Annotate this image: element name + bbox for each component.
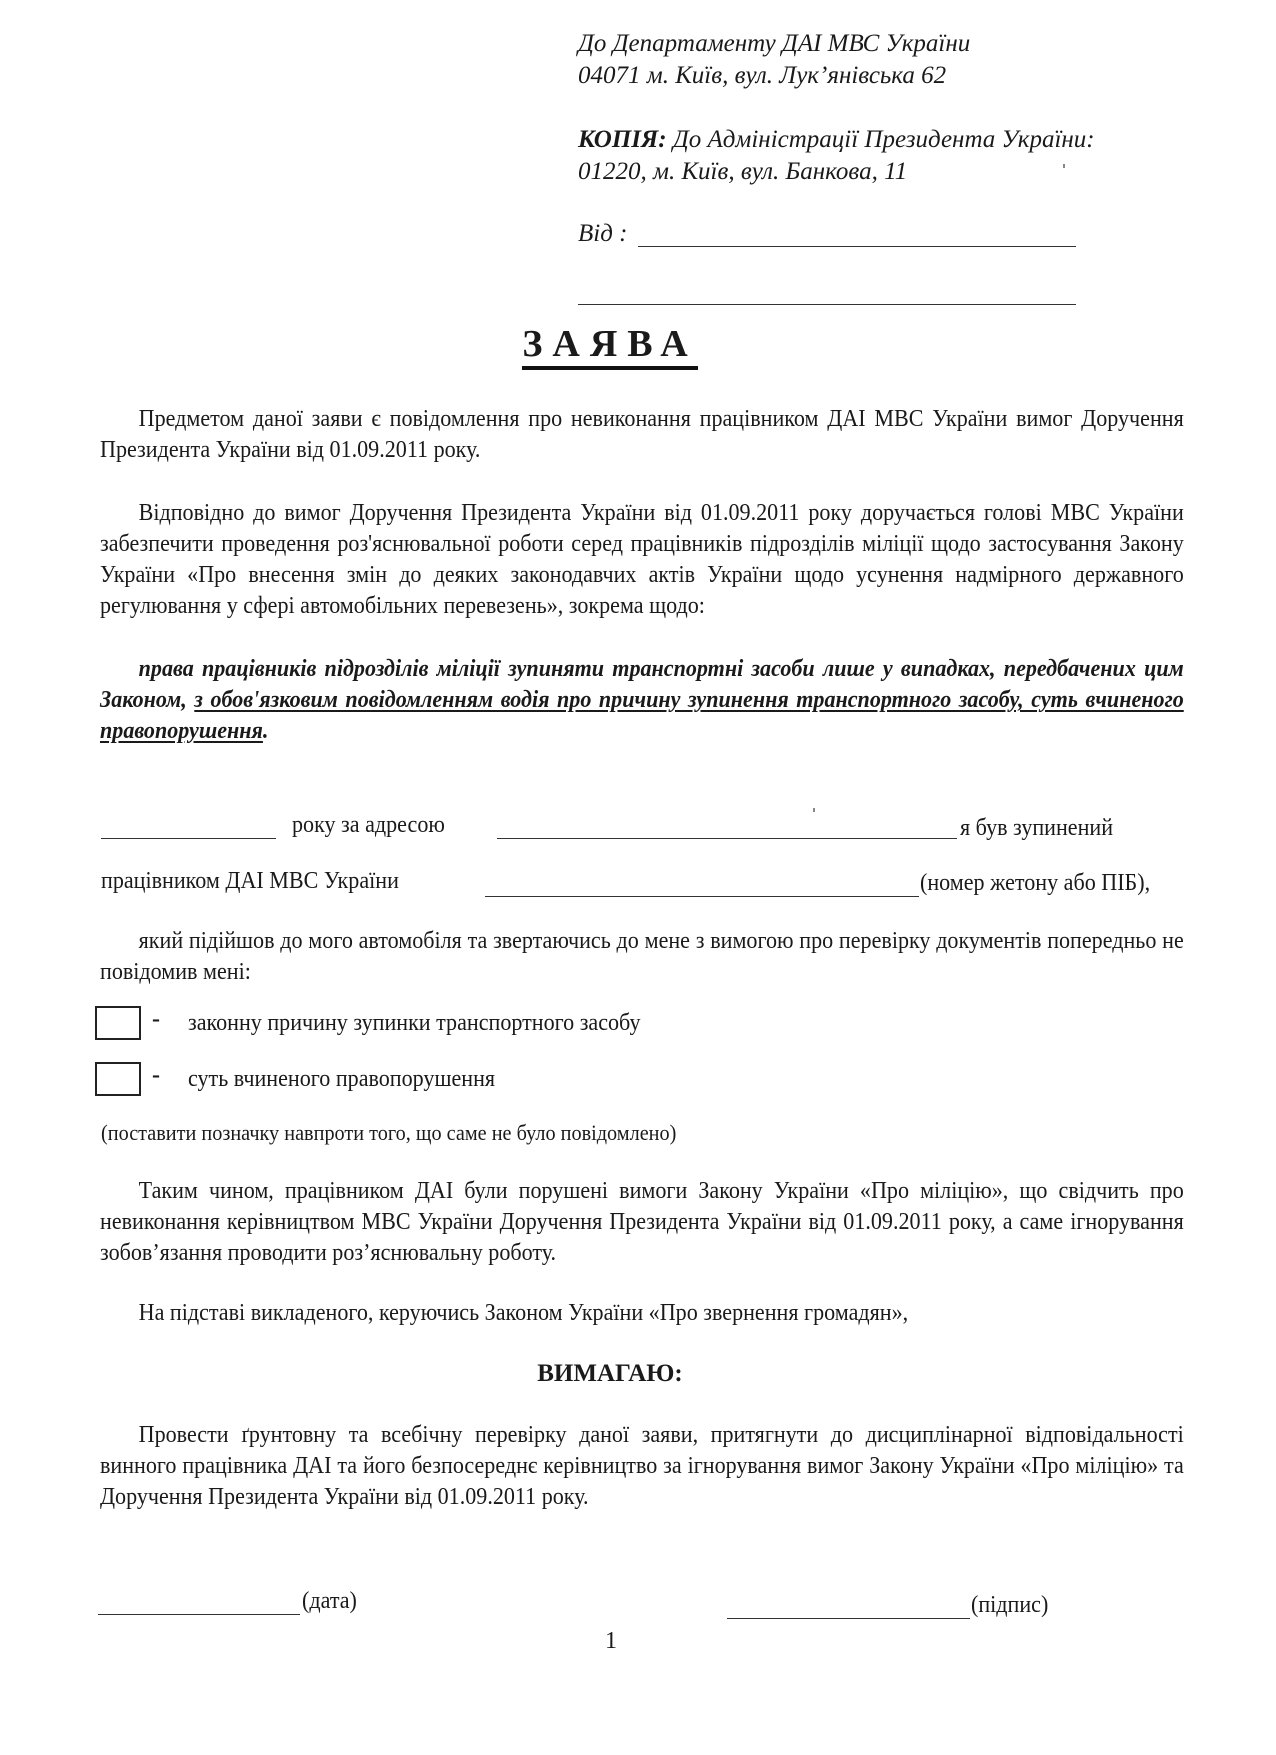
date-label: (дата) — [302, 1588, 357, 1614]
checkbox2-dash: - — [152, 1062, 160, 1088]
officer-rights-text: права працівників підрозділів міліції зупиняти транспортні засоби лише у випадках, передбачених цим Законом, — [100, 656, 1184, 713]
from-label: Від : — [578, 220, 628, 247]
copy-recipient-line — [578, 124, 1095, 156]
checkbox2-label: суть вчиненого правопорушення — [188, 1066, 496, 1092]
scan-speck — [813, 808, 815, 812]
from-input-line-1[interactable] — [638, 246, 1076, 247]
officer-hint: (номер жетону або ПІБ), — [920, 870, 1151, 896]
date-stopped-input-line[interactable] — [101, 838, 276, 839]
checkbox-note: (поставити позначку навпроти того, що саме не було повідомлено) — [101, 1120, 677, 1145]
year-address-label: року за адресою — [292, 812, 445, 838]
demand-heading: ВИМАГАЮ: — [537, 1360, 683, 1387]
signature-label: (підпис) — [971, 1592, 1049, 1618]
checkbox-offense-essence[interactable] — [95, 1062, 141, 1096]
paragraph-officer-rights — [100, 654, 1184, 747]
copy-recipient-address: 01220, м. Київ, вул. Банкова, 11 — [578, 158, 908, 185]
document-title — [0, 322, 1220, 366]
paragraph-violation: Таким чином, працівником ДАІ були порушені вимоги Закону України «Про міліцію», що свідчить про невиконання керівництвом МВС України Доручення Президента України від 01.09.2011 року, а саме ігнорування зобов’язання проводити роз’яснювальну роботу. — [100, 1178, 1184, 1266]
paragraph-subject: Предметом даної заяви є повідомлення про невиконання працівником ДАІ МВС України вимог Доручення Президента України від 01.09.2011 року. — [100, 406, 1184, 463]
recipient-address: 04071 м. Київ, вул. Лук’янівська 62 — [578, 62, 947, 89]
date-input-line[interactable] — [98, 1614, 300, 1615]
officer-rights-end: . — [262, 718, 269, 744]
stopped-label: я був зупинений — [960, 815, 1114, 841]
checkbox1-label: законну причину зупинки транспортного засобу — [188, 1010, 641, 1036]
paragraph-demand: Провести ґрунтовну та всебічну перевірку даної заяви, притягнути до дисциплінарної відповідальності винного працівника ДАІ та його безпосереднє керівництво за ігнорування вимог Закону України «Про міліцію» та Доручення Президента України від 01.09.2011 року. — [100, 1422, 1184, 1510]
checkbox1-dash: - — [152, 1006, 160, 1032]
paragraph-approach: який підійшов до мого автомобіля та звертаючись до мене з вимогою про перевірку документів попередньо не повідомив мені: — [100, 928, 1184, 985]
officer-id-input-line[interactable] — [485, 896, 919, 897]
document-title-text: ЗАЯВА — [522, 323, 697, 370]
recipient-line-1: До Департаменту ДАІ МВС України — [578, 30, 971, 57]
paragraph-basis: На підставі викладеного, керуючись Законом України «Про звернення громадян», — [138, 1300, 909, 1326]
officer-label: працівником ДАІ МВС України — [101, 868, 399, 894]
page-number: 1 — [605, 1628, 617, 1654]
address-input-line[interactable] — [497, 838, 957, 839]
paragraph-presidential-order: Відповідно до вимог Доручення Президента України від 01.09.2011 року доручається голові МВС України забезпечити проведення роз'яснювальної роботи серед працівників підрозділів міліції щодо застосування Закону України «Про внесення змін до деяких законодавчих актів України щодо усунення надмірного державного регулювання у сфері автомобільних перевезень», зокрема щодо: — [100, 500, 1184, 619]
copy-label: КОПІЯ: — [578, 126, 667, 153]
copy-recipient-text: До Адміністрації Президента України: — [666, 126, 1095, 153]
checkbox-legal-reason[interactable] — [95, 1006, 141, 1040]
signature-input-line[interactable] — [727, 1618, 970, 1619]
from-input-line-2[interactable] — [578, 304, 1076, 305]
scan-speck — [1063, 164, 1065, 168]
officer-rights-underlined: з обов'язковим повідомленням водія про причину зупинення транспортного засобу, суть вчиненого правопорушення — [100, 687, 1184, 744]
